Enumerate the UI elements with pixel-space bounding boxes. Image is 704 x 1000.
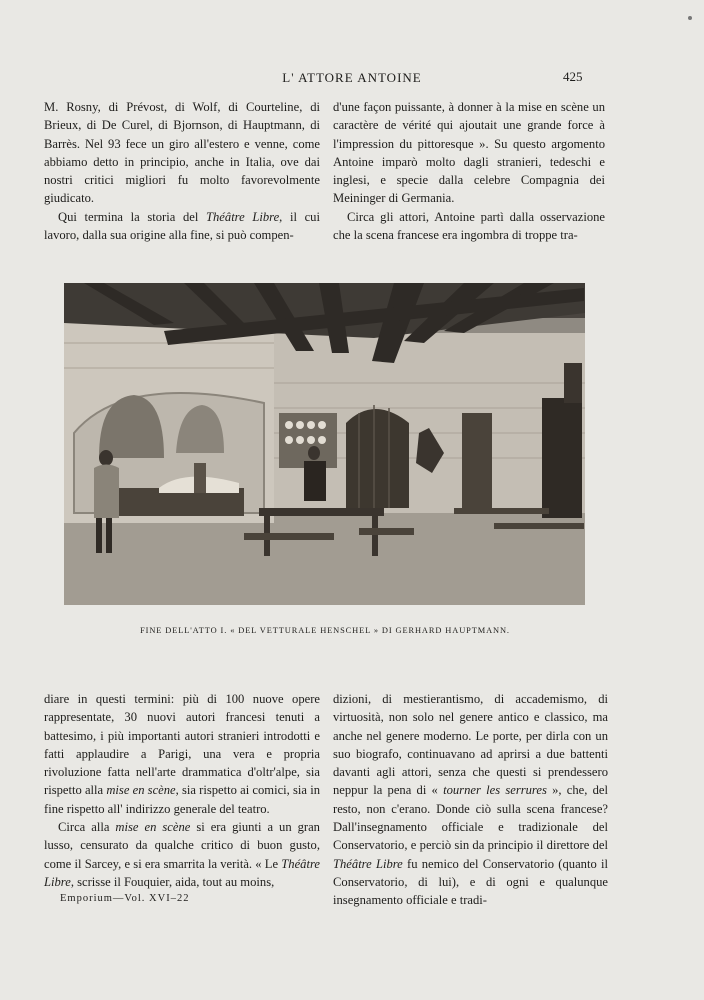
paragraph: dizioni, di mestierantismo, di accademismo, di virtuosità, non solo nel genere antico e classico, ma anche nel genere moderno. Le porte, per dirla con un suo biografo, continuavano ad aprirsi a due battenti davanti agli attori, senza che questi si prendessero neppur la pena di « tourner les serrures », che, del resto, non c'erano. Donde ciò sulla scena francese? Dall'insegnamento officiale e tradizionale del Conservatorio, e perciò sin da principio il direttore del Théâtre Libre fu nemico del Conservatorio (quanto il Conservatorio, di lui), e di ogni e qualunque insegnamento officiale e tradi- — [333, 692, 608, 908]
stage-scene-illustration — [64, 283, 585, 605]
paragraph: Qui termina la storia del Théâtre Libre, il cui lavoro, dalla sua origine alla fine, si può compen- — [44, 209, 320, 243]
paragraph: Circa gli attori, Antoine partì dalla osservazione che la scena francese era ingombra di troppe tra- — [333, 209, 605, 243]
top-right-column — [333, 98, 605, 244]
paragraph: Circa alla mise en scène si era giunti a un gran lusso, censurato da qualche critico di buon gusto, come il Sarcey, e si era smarrita la verità. « Le Théâtre Libre, scrisse il Fouquier, aida, tout au moins, — [44, 820, 320, 889]
speck — [688, 16, 692, 20]
bottom-left-column — [44, 690, 320, 891]
page-number: 425 — [563, 69, 583, 84]
footer-signature: Emporium—Vol. XVI–22 — [60, 893, 190, 904]
paragraph: diare in questi termini: più di 100 nuove opere rappresentate, 30 nuovi autori francesi tenuti a battesimo, i più importanti autori stranieri introdotti e fatti applaudire a Parigi, una vera e propria rivoluzione fatta nell'arte drammatica d'oltr'alpe, sia rispetto alla mise en scène, sia rispetto ai comici, sia in fine rispetto all' indirizzo generale del teatro. — [44, 692, 320, 816]
paragraph: M. Rosny, di Prévost, di Wolf, di Courteline, di Brieux, di De Curel, di Bjornson, di Hauptmann, di Barrès. Nel 93 fece un giro all'estero e venne, come abbiamo detto in principio, anche in Italia, ove dai nostri critici migliori fu molto favorevolmente giudicato. — [44, 100, 320, 206]
paragraph: d'une façon puissante, à donner à la mise en scène un caractère de vérité qui ajoutait une grande force à l'impression du pittoresque ». Su questo argomento Antoine imparò molto dagli stranieri, tedeschi e inglesi, e specie dalla celebre Compagnia dei Meininger di Germania. — [333, 100, 605, 206]
stage-photograph — [64, 283, 585, 605]
top-left-column — [44, 98, 320, 244]
figure-caption: FINE DELL'ATTO I. « DEL VETTURALE HENSCHEL » DI GERHARD HAUPTMANN. — [140, 626, 510, 635]
bottom-right-column — [333, 690, 608, 910]
running-title: L' ATTORE ANTOINE — [282, 70, 422, 85]
